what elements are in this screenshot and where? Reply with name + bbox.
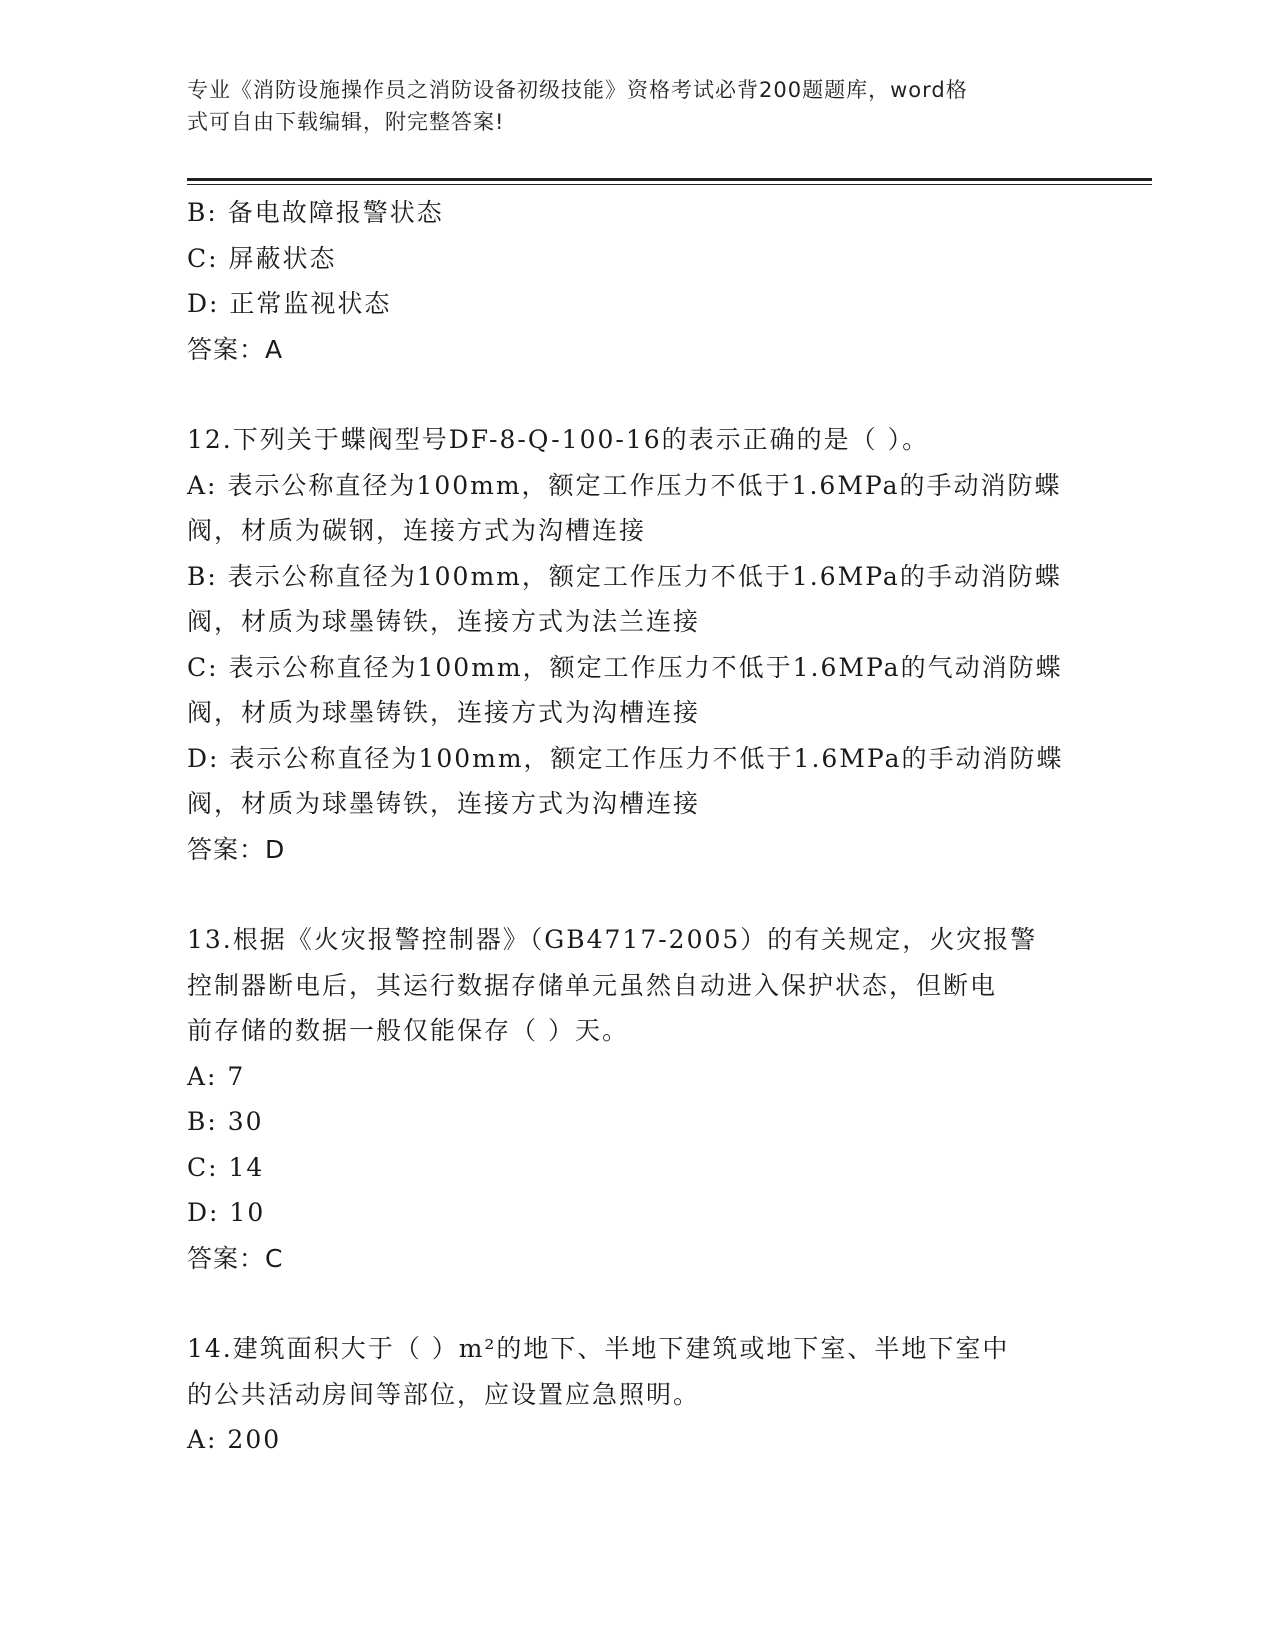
header-divider-thick — [187, 178, 1152, 181]
option-c: C: 屏蔽状态 — [187, 243, 337, 273]
question-stem-line-2: 控制器断电后，其运行数据存储单元虽然自动进入保护状态，但断电 — [187, 970, 998, 1000]
option-a: A: 200 — [187, 1425, 282, 1454]
question-11-continued — [187, 190, 1087, 372]
option-d: D: 表示公称直径为100mm，额定工作压力不低于1.6MPa的手动消防蝶 — [187, 743, 1064, 773]
option-a: A: 表示公称直径为100mm，额定工作压力不低于1.6MPa的手动消防蝶 — [187, 470, 1062, 500]
option-b: B: 30 — [187, 1107, 264, 1136]
question-stem: 12.下列关于蝶阀型号DF-8-Q-100-16的表示正确的是（ ）。 — [187, 425, 930, 454]
question-content — [187, 190, 1087, 1463]
option-a: A: 7 — [187, 1061, 246, 1091]
option-a-cont: 阀，材质为碳钢，连接方式为沟槽连接 — [187, 516, 647, 545]
question-12 — [187, 417, 1087, 872]
question-13 — [187, 917, 1087, 1281]
question-14 — [187, 1326, 1087, 1463]
spacer — [187, 872, 1087, 917]
option-d: D: 10 — [187, 1198, 266, 1227]
answer: 答案：D — [187, 834, 286, 864]
option-d-cont: 阀，材质为球墨铸铁，连接方式为沟槽连接 — [187, 789, 701, 818]
spacer — [187, 1281, 1087, 1326]
spacer — [187, 372, 1087, 417]
header-line-1: 专业《消防设施操作员之消防设备初级技能》资格考试必背200题题库，word格 — [187, 78, 968, 102]
header-divider-thin — [187, 184, 1152, 185]
answer: 答案：C — [187, 1243, 284, 1273]
page-header — [187, 74, 1067, 138]
question-stem-line-1: 13.根据《火灾报警控制器》（GB4717-2005）的有关规定，火灾报警 — [187, 925, 1038, 954]
option-d: D: 正常监视状态 — [187, 289, 392, 318]
option-b: B: 表示公称直径为100mm，额定工作压力不低于1.6MPa的手动消防蝶 — [187, 561, 1062, 591]
answer: 答案：A — [187, 334, 284, 364]
option-c-cont: 阀，材质为球墨铸铁，连接方式为沟槽连接 — [187, 698, 701, 727]
option-b: B: 备电故障报警状态 — [187, 198, 444, 227]
question-stem-line-3: 前存储的数据一般仅能保存（ ）天。 — [187, 1016, 629, 1045]
header-line-2: 式可自由下载编辑，附完整答案! — [187, 110, 505, 134]
question-stem-line-2: 的公共活动房间等部位，应设置应急照明。 — [187, 1379, 701, 1409]
option-b-cont: 阀，材质为球墨铸铁，连接方式为法兰连接 — [187, 607, 701, 636]
option-c: C: 14 — [187, 1152, 265, 1182]
option-c: C: 表示公称直径为100mm，额定工作压力不低于1.6MPa的气动消防蝶 — [187, 652, 1063, 682]
question-stem-line-1: 14.建筑面积大于（ ）m²的地下、半地下建筑或地下室、半地下室中 — [187, 1334, 1010, 1363]
